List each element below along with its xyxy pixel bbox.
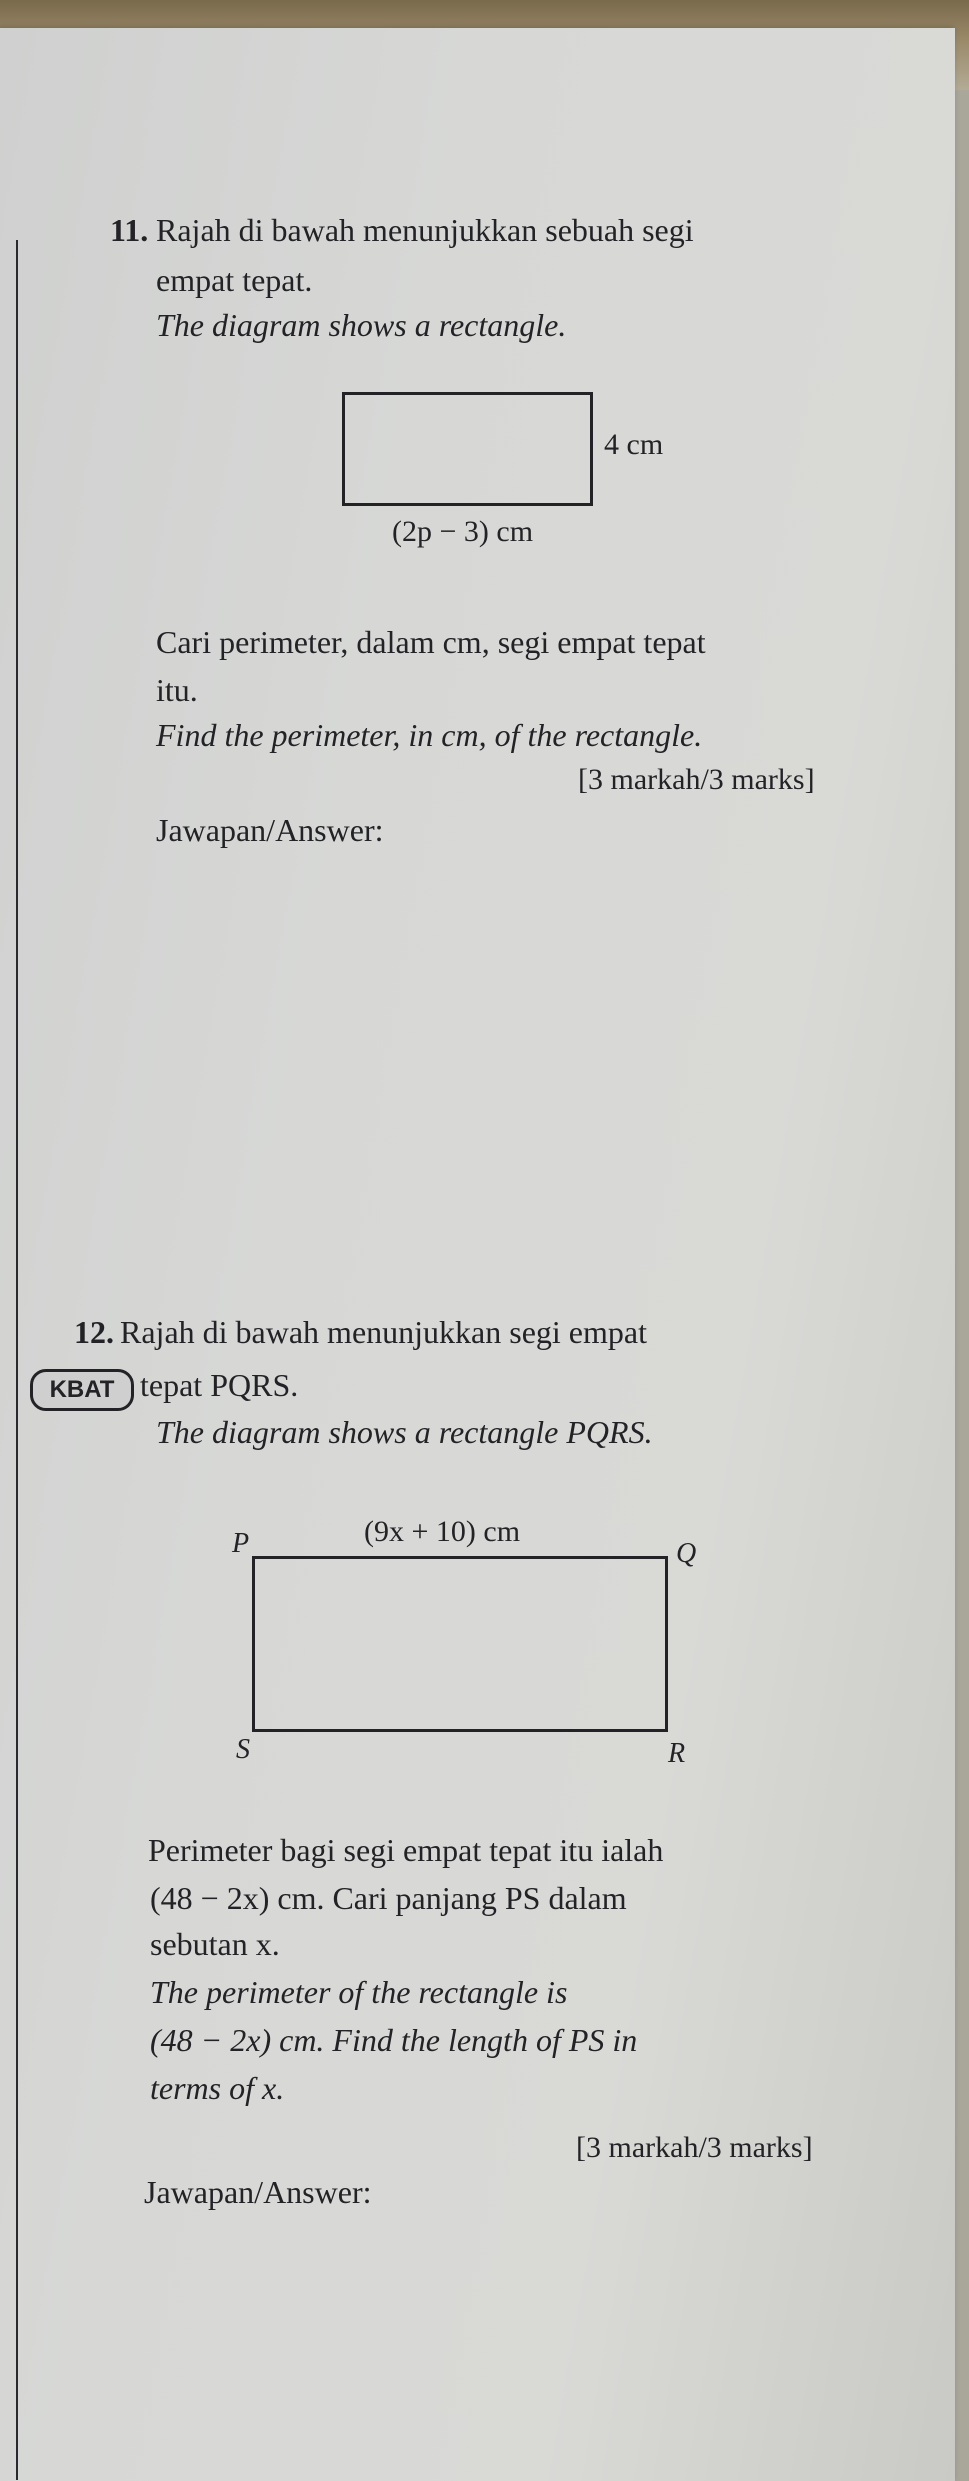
q11-answer-label: Jawapan/Answer: <box>156 812 384 848</box>
q12-number: 12. <box>74 1314 114 1350</box>
q11-bottom-label: (2p − 3) cm <box>392 515 534 548</box>
q11-malay-line1: Rajah di bawah menunjukkan sebuah segi <box>156 212 694 248</box>
q12-english: The diagram shows a rectangle PQRS. <box>156 1414 653 1450</box>
q12-malay-line2: tepat PQRS. <box>140 1367 299 1403</box>
q11-number: 11. <box>110 212 149 248</box>
q12-rectangle-pqrs <box>252 1556 668 1732</box>
q11-marks: [3 markah/3 marks] <box>578 763 815 796</box>
q12-marks: [3 markah/3 marks] <box>576 2131 813 2164</box>
q12-task-malay-line1: Perimeter bagi segi empat tepat itu ialah <box>148 1832 664 1868</box>
q12-task-english-line3: terms of x. <box>150 2070 285 2106</box>
vertex-r-label: R <box>668 1738 686 1769</box>
vertex-p-label: P <box>232 1528 250 1559</box>
q11-malay-line2: empat tepat. <box>156 262 313 298</box>
q11-english: The diagram shows a rectangle. <box>156 307 567 343</box>
page-margin-line <box>16 240 18 2480</box>
q11-side-label: 4 cm <box>604 428 664 461</box>
q12-task-english-line1: The perimeter of the rectangle is <box>150 1974 568 2010</box>
q12-task-malay-line3: sebutan x. <box>150 1926 280 1962</box>
q12-answer-label: Jawapan/Answer: <box>144 2174 372 2210</box>
vertex-s-label: S <box>236 1734 250 1765</box>
q12-malay-line1: Rajah di bawah menunjukkan segi empat <box>120 1314 647 1350</box>
q11-rectangle-diagram <box>342 392 593 506</box>
kbat-badge: KBAT <box>30 1369 134 1411</box>
q11-task-english: Find the perimeter, in cm, of the rectangle. <box>156 717 703 753</box>
q11-task-malay-line2: itu. <box>156 672 198 708</box>
q12-top-label: (9x + 10) cm <box>364 1515 521 1548</box>
q11-task-malay-line1: Cari perimeter, dalam cm, segi empat tepat <box>156 624 706 660</box>
vertex-q-label: Q <box>676 1538 697 1569</box>
q12-task-english-line2: (48 − 2x) cm. Find the length of PS in <box>150 2022 638 2058</box>
q12-task-malay-line2: (48 − 2x) cm. Cari panjang PS dalam <box>150 1880 627 1916</box>
